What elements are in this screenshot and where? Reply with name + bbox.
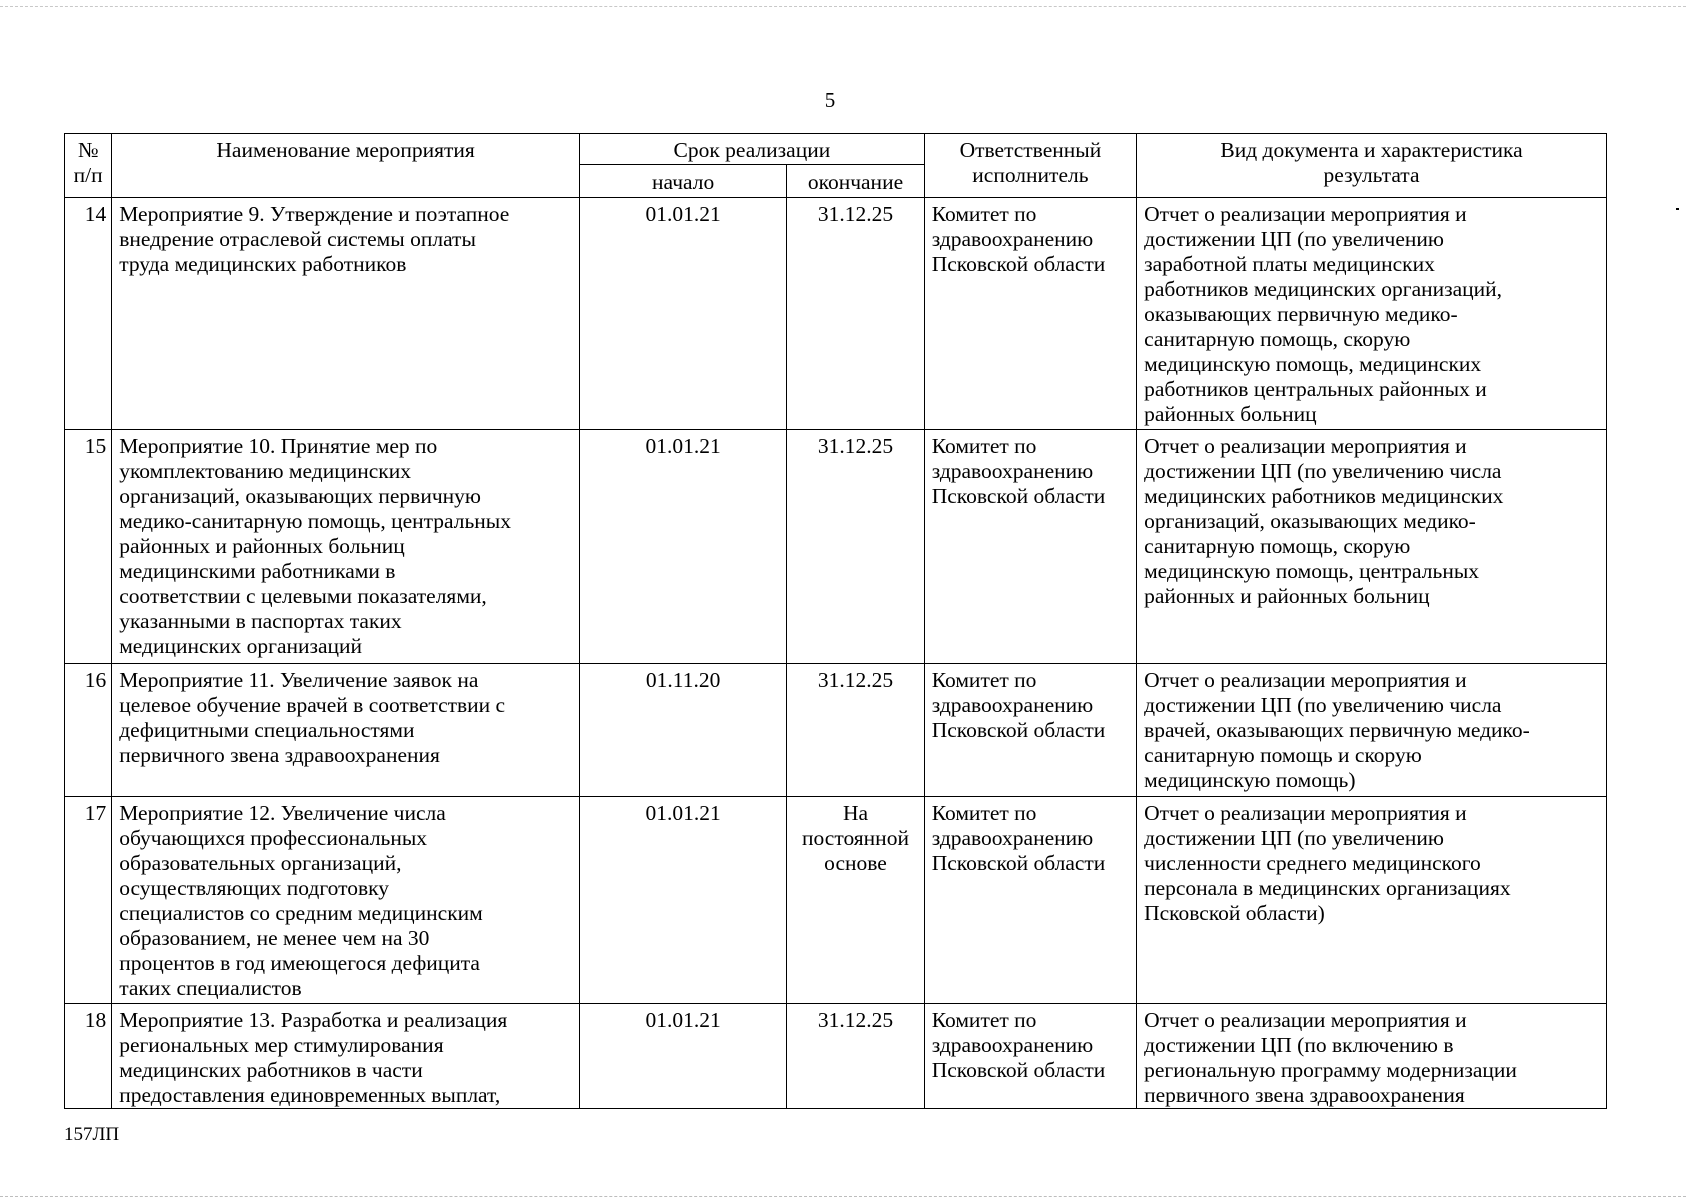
activity-name: Мероприятие 12. Увеличение числа обучающихся профессиональных образовательных организаций, осуществляющих подготовку специалистов со средним медицинским образованием, не менее чем на 30 процентов в год имеющегося дефицита таких специалистов (112, 797, 580, 1004)
row-number: 15 (65, 430, 112, 664)
activity-name: Мероприятие 13. Разработка и реализация региональных мер стимулирования медицинских работников в части предоставления единовременных выплат, (112, 1004, 580, 1109)
document-code: 157ЛП (64, 1124, 120, 1145)
row-number: 18 (65, 1004, 112, 1109)
responsible-executor: Комитет по здравоохранению Псковской области (924, 797, 1136, 1004)
document-description: Отчет о реализации мероприятия и достижении ЦП (по увеличению числа врачей, оказывающих первичную медико- санитарную помощь и скорую медицинскую помощь) (1137, 664, 1607, 797)
document-description: Отчет о реализации мероприятия и достижении ЦП (по увеличению заработной платы медицинских работников медицинских организаций, оказывающих первичную медико- санитарную помощь, скорую медицинскую помощь, медицинских работников центральных районных и районных больниц (1137, 198, 1607, 430)
start-date: 01.01.21 (580, 198, 787, 430)
end-date: На постоянной основе (787, 797, 924, 1004)
table-row (65, 430, 1607, 664)
responsible-executor: Комитет по здравоохранению Псковской области (924, 430, 1136, 664)
header-name: Наименование мероприятия (112, 134, 580, 198)
table-row (65, 797, 1607, 1004)
header-start: начало (580, 165, 787, 198)
end-date: 31.12.25 (787, 1004, 924, 1109)
responsible-executor: Комитет по здравоохранению Псковской области (924, 664, 1136, 797)
end-date: 31.12.25 (787, 198, 924, 430)
activities-table (64, 133, 1607, 1109)
header-number: № п/п (65, 134, 112, 198)
row-number: 17 (65, 797, 112, 1004)
header-period: Срок реализации (580, 134, 925, 165)
document-description: Отчет о реализации мероприятия и достижении ЦП (по увеличению числа медицинских работников медицинских организаций, оказывающих медико- санитарную помощь, скорую медицинскую помощь, центральных районных и районных больниц (1137, 430, 1607, 664)
table-row (65, 664, 1607, 797)
header-document: Вид документа и характеристика результата (1137, 134, 1607, 198)
header-end: окончание (787, 165, 924, 198)
end-date: 31.12.25 (787, 430, 924, 664)
responsible-executor: Комитет по здравоохранению Псковской области (924, 198, 1136, 430)
start-date: 01.11.20 (580, 664, 787, 797)
margin-mark (1676, 208, 1679, 210)
scan-edge-top (0, 6, 1686, 8)
start-date: 01.01.21 (580, 797, 787, 1004)
end-date: 31.12.25 (787, 664, 924, 797)
start-date: 01.01.21 (580, 430, 787, 664)
activity-name: Мероприятие 9. Утверждение и поэтапное внедрение отраслевой системы оплаты труда медицинских работников (112, 198, 580, 430)
activity-name: Мероприятие 10. Принятие мер по укомплектованию медицинских организаций, оказывающих первичную медико-санитарную помощь, центральных районных и районных больниц медицинскими работниками в соответствии с целевыми показателями, указанными в паспортах таких медицинских организаций (112, 430, 580, 664)
table-row (65, 1004, 1607, 1109)
row-number: 16 (65, 664, 112, 797)
table-row (65, 198, 1607, 430)
table-header (65, 134, 1607, 198)
document-description: Отчет о реализации мероприятия и достижении ЦП (по увеличению численности среднего медицинского персонала в медицинских организациях Псковской области) (1137, 797, 1607, 1004)
scan-edge-bottom (0, 1196, 1686, 1198)
responsible-executor: Комитет по здравоохранению Псковской области (924, 1004, 1136, 1109)
row-number: 14 (65, 198, 112, 430)
document-description: Отчет о реализации мероприятия и достижении ЦП (по включению в региональную программу модернизации первичного звена здравоохранения (1137, 1004, 1607, 1109)
page-number: 5 (824, 88, 836, 112)
activity-name: Мероприятие 11. Увеличение заявок на целевое обучение врачей в соответствии с дефицитными специальностями первичного звена здравоохранения (112, 664, 580, 797)
header-responsible: Ответственный исполнитель (924, 134, 1136, 198)
start-date: 01.01.21 (580, 1004, 787, 1109)
